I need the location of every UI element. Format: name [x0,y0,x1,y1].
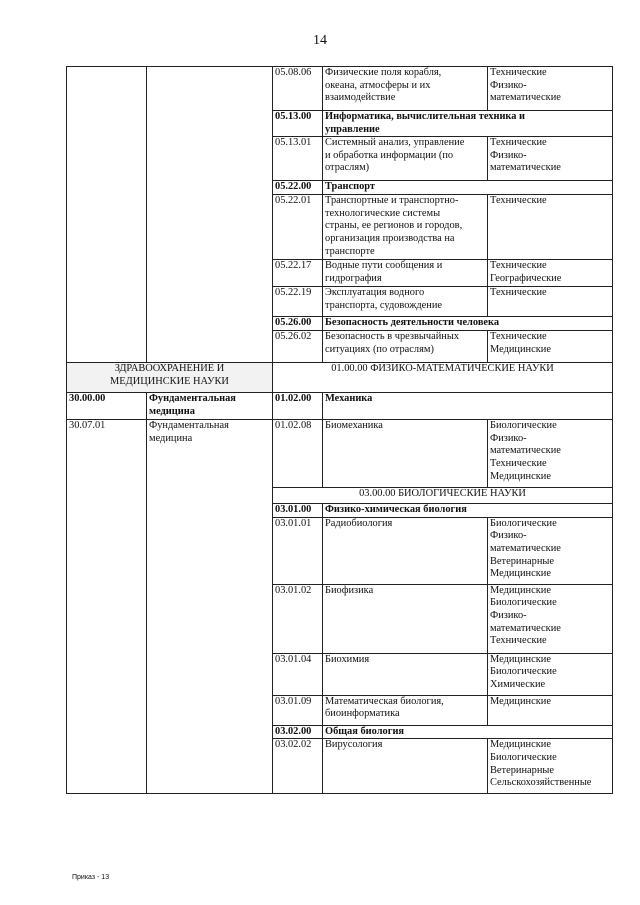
science-branches-line: Технические [490,195,547,207]
specialty-code: 03.01.04 [273,653,323,695]
science-branches-line: Медицинские [490,695,551,707]
specialty-name-line: Водные пути сообщения и [325,260,443,272]
science-branches-line: Медицинские [490,653,551,665]
specialty-name-line: Транспортные и транспортно- [325,195,459,207]
specialty-name [323,331,488,363]
specialty-name [323,739,488,794]
section-title-health-line: ЗДРАВООХРАНЕНИЕ И [114,363,225,375]
specialty-name [323,695,488,725]
science-branches-line: математические [490,92,561,104]
science-branches-line: математические [490,445,561,457]
science-branches [488,67,613,111]
science-branches-line: Физико- [490,149,527,161]
section-title-health-line: МЕДИЦИНСКИЕ НАУКИ [110,375,229,387]
science-branches-line: Биологические [490,517,557,529]
specialty-name-line: Биомеханика [325,420,383,432]
specialty-name-line: Вирусология [325,739,383,751]
specialty-name-line: Системный анализ, управление [325,137,465,149]
specialty-group-name [323,111,613,137]
science-branches-line: Технические [490,457,547,469]
science-branches-line: математические [490,622,561,634]
specialty-name [323,287,488,317]
specialty-name [323,517,488,584]
science-branches-line: Технические [490,260,547,272]
specialty-name-line: Радиобиология [325,517,393,529]
science-branches-line: Физико- [490,530,527,542]
science-branches [488,420,613,488]
specialty-name-line: биоинформатика [325,708,400,720]
specialty-code: 03.02.02 [273,739,323,794]
specialty-code: 05.13.00 [273,111,323,137]
science-branches-line: математические [490,542,561,554]
specialty-group-name-line: Механика [325,393,373,405]
specialty-name-line: организация производства на [325,232,455,244]
specialty-code: 30.07.01 [67,420,147,794]
specialty-name-line: Эксплуатация водного [325,287,425,299]
specialty-code: 05.26.00 [273,317,323,331]
science-branches-line: Ветеринарные [490,555,554,567]
specialty-group-name [323,181,613,195]
specialty-name-line: Фундаментальная [149,420,229,432]
section-title-physmath: 01.00.00 ФИЗИКО-МАТЕМАТИЧЕСКИЕ НАУКИ [273,363,613,393]
specialty-name-line: технологические системы [325,207,441,219]
science-branches-line: Географические [490,272,562,284]
empty-cell [147,67,273,363]
specialty-code: 05.13.01 [273,137,323,181]
specialty-name-line: транспорта, судовождение [325,299,443,311]
science-branches-line: Медицинские [490,739,551,751]
specialty-name-line: ситуациях (по отраслям) [325,343,434,355]
specialty-name-line: отраслям) [325,162,370,174]
specialty-code: 03.01.00 [273,504,323,518]
specialty-name-line: Математическая биология, [325,695,444,707]
specialty-group-name [323,393,613,420]
science-branches [488,653,613,695]
specialty-group-name-line: медицина [149,405,195,417]
specialty-group-name-line: Фундаментальная [149,393,236,405]
specialty-group-name [323,504,613,518]
specialty-code: 05.22.17 [273,260,323,287]
specialty-code: 01.02.00 [273,393,323,420]
specialty-name-line: Биохимия [325,653,370,665]
specialty-group-name-line: Общая биология [325,725,405,737]
specialty-name [147,420,273,794]
science-branches-line: Технические [490,137,547,149]
specialty-name [323,653,488,695]
specialty-name [323,584,488,653]
specialty-name [323,195,488,260]
specialty-name-line: океана, атмосферы и их [325,79,431,91]
science-branches-line: Биологические [490,751,557,763]
specialty-code: 05.22.00 [273,181,323,195]
science-branches-line: Технические [490,287,547,299]
science-branches-line: Медицинские [490,343,551,355]
specialty-code: 05.22.19 [273,287,323,317]
science-branches [488,195,613,260]
specialty-group-name-line: Безопасность деятельности человека [325,317,500,329]
specialty-group-name [147,393,273,420]
specialty-name-line: медицина [149,432,193,444]
section-header-row [67,363,613,393]
specialty-group-name [323,317,613,331]
specialty-code: 03.01.02 [273,584,323,653]
specialty-name-line: страны, ее регионов и городов, [325,220,463,232]
science-branches-line: Медицинские [490,470,551,482]
specialty-group-name-line: управление [325,123,380,135]
science-branches-line: Биологические [490,420,557,432]
science-branches-line: Биологические [490,666,557,678]
specialty-code: 03.01.09 [273,695,323,725]
science-branches-line: математические [490,162,561,174]
science-branches-line: Технические [490,67,547,78]
science-branches-line: Сельскохозяйственные [490,777,592,789]
specialty-name-line: Физические поля корабля, [325,67,442,78]
specialty-name [323,260,488,287]
science-branches-line: Физико- [490,609,527,621]
science-branches [488,517,613,584]
specialty-name-line: взаимодействие [325,92,396,104]
specialty-group-name-line: Информатика, вычислительная техника и [325,111,526,122]
science-branches-line: Технические [490,331,547,343]
empty-cell [67,67,147,363]
specialty-name [323,137,488,181]
science-branches-line: Физико- [490,79,527,91]
specialty-name [323,420,488,488]
specialty-name-line: транспорте [325,245,375,257]
science-branches [488,584,613,653]
science-branches [488,331,613,363]
specialty-group-name-line: Физико-химическая биология [325,504,467,516]
specialty-code: 05.26.02 [273,331,323,363]
specialty-code: 03.01.01 [273,517,323,584]
specialty-group-name [323,725,613,739]
science-branches [488,260,613,287]
science-branches [488,137,613,181]
specialty-code: 05.22.01 [273,195,323,260]
specialties-table [66,66,613,794]
science-branches-line: Химические [490,678,546,690]
table-row [67,67,613,111]
specialty-code: 03.02.00 [273,725,323,739]
specialty-code: 01.02.08 [273,420,323,488]
science-branches-line: Физико- [490,432,527,444]
table-row [67,393,613,420]
specialty-code: 05.08.06 [273,67,323,111]
science-branches [488,739,613,794]
specialty-name [323,67,488,111]
science-branches [488,287,613,317]
footer-text: Приказ - 13 [72,874,110,881]
section-title-bio: 03.00.00 БИОЛОГИЧЕСКИЕ НАУКИ [273,488,613,504]
science-branches [488,695,613,725]
specialty-name-line: Биофизика [325,584,374,596]
section-title-health [67,363,273,393]
science-branches-line: Ветеринарные [490,764,554,776]
specialty-name-line: и обработка информации (по [325,149,454,161]
science-branches-line: Биологические [490,597,557,609]
science-branches-line: Медицинские [490,568,551,580]
specialty-name-line: Безопасность в чрезвычайных [325,331,460,343]
page-number: 14 [313,33,327,48]
table-row [67,420,613,488]
specialty-code: 30.00.00 [67,393,147,420]
specialty-name-line: гидрография [325,272,382,284]
science-branches-line: Технические [490,635,547,647]
specialty-group-name-line: Транспорт [325,181,376,193]
science-branches-line: Медицинские [490,584,551,596]
